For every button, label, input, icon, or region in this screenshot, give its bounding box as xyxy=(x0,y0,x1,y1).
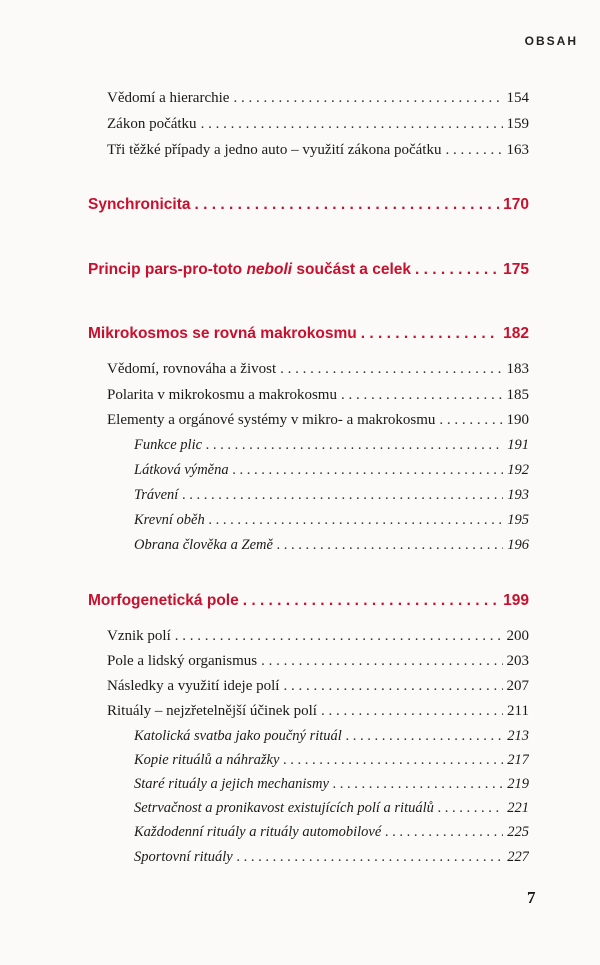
dot-leader xyxy=(280,361,502,378)
toc-subentry xyxy=(134,752,529,769)
toc-entry xyxy=(107,678,529,695)
entry-page-number: 217 xyxy=(507,752,529,768)
entry-title: Synchronicita xyxy=(88,196,191,213)
entry-page-number: 219 xyxy=(507,776,529,792)
entry-page-number: 190 xyxy=(506,412,529,428)
entry-page-number: 213 xyxy=(507,728,529,744)
dot-leader xyxy=(277,537,503,554)
dot-leader xyxy=(283,752,503,769)
entry-page-number: 163 xyxy=(506,142,529,158)
entry-title: Látková výměna xyxy=(134,462,229,478)
toc-section-entry xyxy=(88,261,529,279)
dot-leader xyxy=(283,678,502,695)
dot-leader xyxy=(233,90,502,107)
entry-title: Vznik polí xyxy=(107,628,171,644)
entry-page-number: 175 xyxy=(503,261,529,278)
toc-subentry xyxy=(134,437,529,454)
dot-leader xyxy=(237,849,504,866)
toc-section-entry xyxy=(88,325,529,343)
entry-title: Pole a lidský organismus xyxy=(107,653,258,669)
toc-section-entry xyxy=(88,196,529,214)
toc-subentry xyxy=(134,800,529,817)
entry-title: Krevní oběh xyxy=(134,512,205,528)
toc-entry xyxy=(107,116,529,133)
entry-title xyxy=(88,261,411,279)
entry-page-number: 182 xyxy=(503,325,529,342)
toc-entry xyxy=(107,412,529,429)
toc-subentry xyxy=(134,776,529,793)
entry-page-number: 170 xyxy=(503,196,529,213)
entry-page-number: 211 xyxy=(507,703,529,719)
dot-leader xyxy=(195,196,500,214)
entry-page-number: 192 xyxy=(507,462,529,478)
entry-page-number: 196 xyxy=(507,537,529,553)
dot-leader xyxy=(321,703,503,720)
toc-section-entry xyxy=(88,592,529,610)
dot-leader xyxy=(175,628,503,645)
toc-entry xyxy=(107,361,529,378)
entry-title: Obrana člověka a Země xyxy=(134,537,273,553)
entry-title: Následky a využití ideje polí xyxy=(107,678,280,694)
entry-title: Morfogenetická pole xyxy=(88,592,239,609)
entry-title: Funkce plic xyxy=(134,437,203,453)
toc-entry xyxy=(107,703,529,720)
dot-leader xyxy=(201,116,503,133)
dot-leader xyxy=(445,142,502,159)
entry-page-number: 154 xyxy=(506,90,529,106)
entry-title-part: součást a celek xyxy=(292,261,412,278)
dot-leader xyxy=(346,728,503,745)
entry-page-number: 227 xyxy=(507,849,529,865)
entry-title: Vědomí a hierarchie xyxy=(107,90,230,106)
toc-subentry xyxy=(134,849,529,866)
dot-leader xyxy=(182,487,503,504)
entry-page-number: 199 xyxy=(503,592,529,609)
toc-subentry xyxy=(134,462,529,479)
toc-entry xyxy=(107,90,529,107)
toc-subentry xyxy=(134,512,529,529)
entry-title: Rituály – nejzřetelnější účinek polí xyxy=(107,703,317,719)
entry-page-number: 225 xyxy=(507,824,529,840)
entry-title: Mikrokosmos se rovná makrokosmu xyxy=(88,325,357,342)
toc-subentry xyxy=(134,537,529,554)
toc-entry xyxy=(107,653,529,670)
entry-title: Kopie rituálů a náhražky xyxy=(134,752,280,768)
toc-subentry xyxy=(134,487,529,504)
entry-page-number: 195 xyxy=(507,512,529,528)
entry-title: Sportovní rituály xyxy=(134,849,233,865)
dot-leader xyxy=(243,592,499,610)
toc-entry xyxy=(107,628,529,645)
dot-leader xyxy=(261,653,502,670)
entry-title: Polarita v mikrokosmu a makrokosmu xyxy=(107,387,337,403)
dot-leader xyxy=(209,512,504,529)
entry-title: Elementy a orgánové systémy v mikro- a makrokosmu xyxy=(107,412,436,428)
entry-page-number: 200 xyxy=(506,628,529,644)
entry-title-emphasis: neboli xyxy=(246,261,293,278)
dot-leader xyxy=(385,824,503,841)
entry-page-number: 183 xyxy=(506,361,529,377)
running-header: OBSAH xyxy=(524,34,578,48)
dot-leader xyxy=(206,437,503,454)
entry-title: Vědomí, rovnováha a živost xyxy=(107,361,277,377)
entry-page-number: 193 xyxy=(507,487,529,503)
entry-title: Trávení xyxy=(134,487,179,503)
entry-page-number: 207 xyxy=(506,678,529,694)
dot-leader xyxy=(438,800,503,817)
entry-title: Tři těžké případy a jedno auto – využití zákona počátku xyxy=(107,142,442,158)
entry-title: Katolická svatba jako poučný rituál xyxy=(134,728,342,744)
entry-title: Zákon počátku xyxy=(107,116,197,132)
entry-title: Staré rituály a jejich mechanismy xyxy=(134,776,329,792)
dot-leader xyxy=(333,776,503,793)
toc-entry xyxy=(107,142,529,159)
entry-page-number: 221 xyxy=(507,800,529,816)
dot-leader xyxy=(233,462,504,479)
entry-title-part: Princip pars-pro-toto xyxy=(88,261,247,278)
entry-page-number: 185 xyxy=(506,387,529,403)
entry-page-number: 159 xyxy=(506,116,529,132)
dot-leader xyxy=(341,387,503,404)
toc-subentry xyxy=(134,824,529,841)
toc-entry xyxy=(107,387,529,404)
entry-page-number: 203 xyxy=(506,653,529,669)
dot-leader xyxy=(439,412,502,429)
page-number: 7 xyxy=(527,888,536,907)
toc-subentry xyxy=(134,728,529,745)
entry-title: Každodenní rituály a rituály automobilové xyxy=(134,824,382,840)
dot-leader xyxy=(361,325,499,343)
dot-leader xyxy=(415,261,499,279)
entry-title: Setrvačnost a pronikavost existujících polí a rituálů xyxy=(134,800,434,816)
entry-page-number: 191 xyxy=(507,437,529,453)
